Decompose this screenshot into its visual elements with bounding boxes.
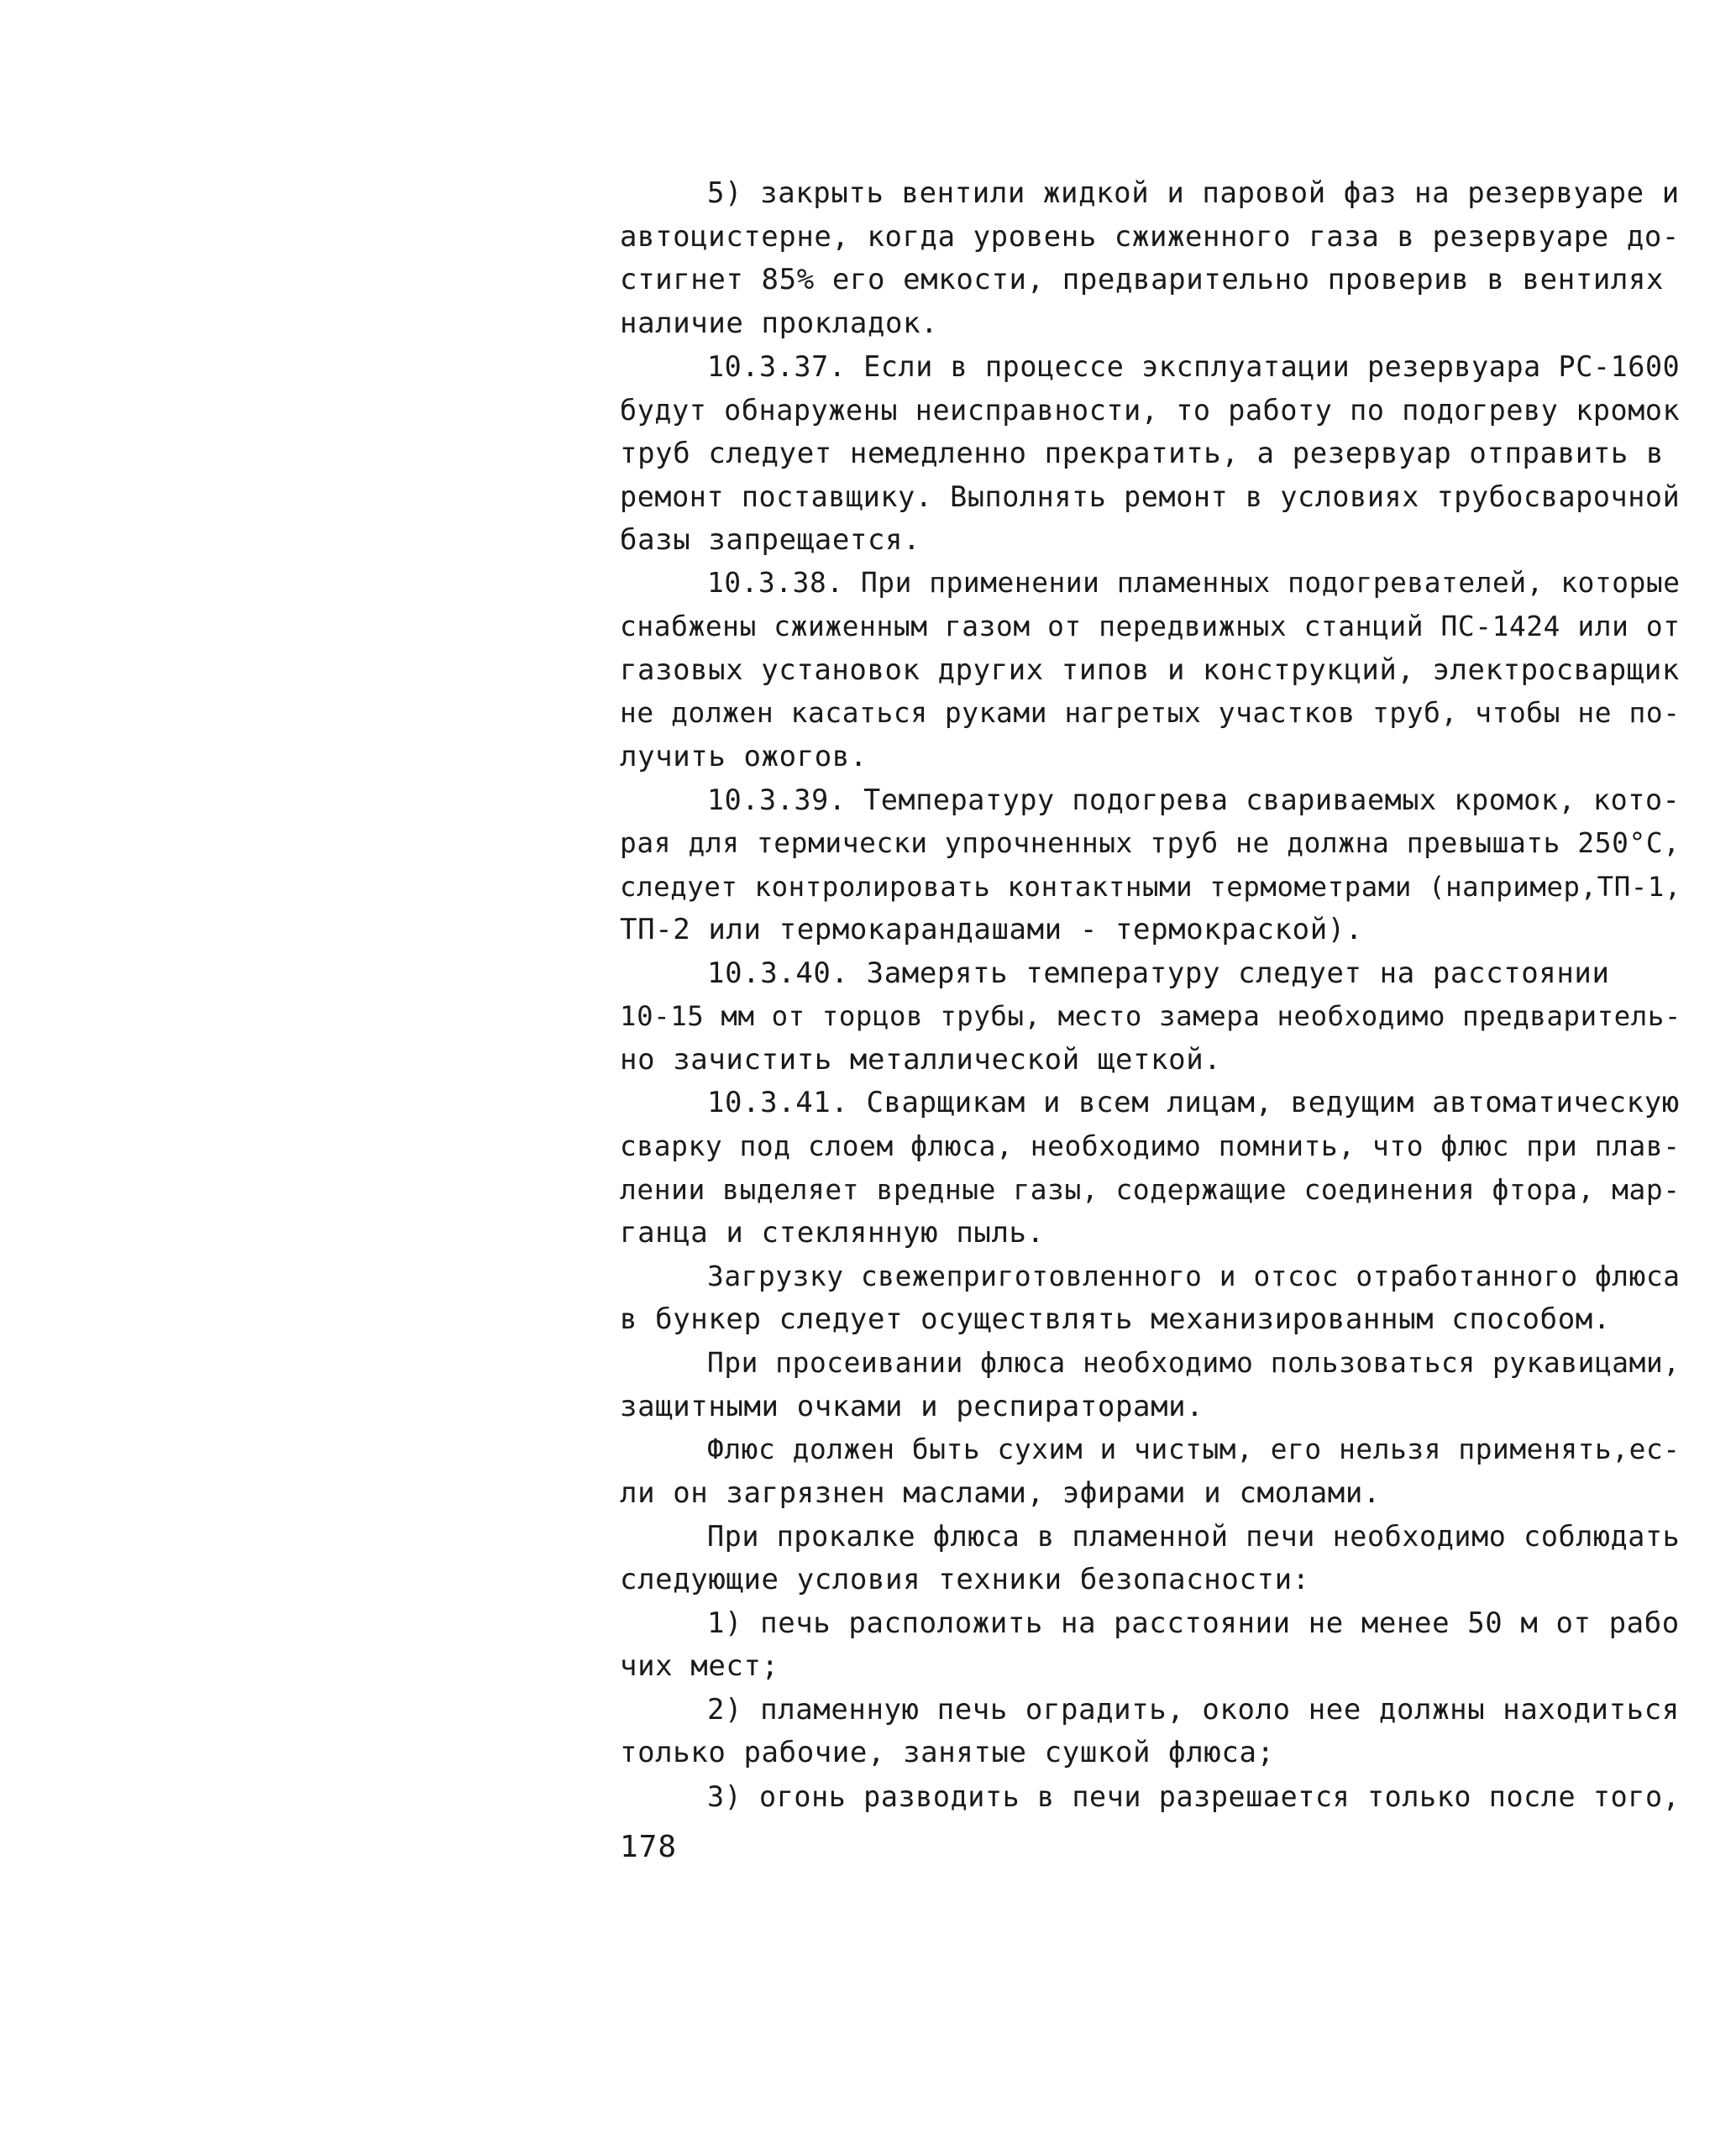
- text-line: ли он загрязнен маслами, эфирами и смолами.: [620, 1475, 1381, 1510]
- text-line: стигнет 85% его емкости, предварительно проверив в вентилях: [620, 263, 1665, 297]
- text-line: только рабочие, занятые сушкой флюса;: [620, 1736, 1275, 1770]
- text-line: 10.3.37. Если в процессе эксплуатации резервуара РС-1600: [707, 350, 1681, 384]
- text-line: 10-15 мм от торцов трубы, место замера необходимо предваритель-: [620, 1000, 1681, 1033]
- text-line: базы запрещается.: [620, 522, 921, 557]
- text-line: защитными очками и респираторами.: [620, 1389, 1204, 1423]
- body-text: [620, 172, 1680, 1819]
- text-line: сварку под слоем флюса, необходимо помнить, что флюс при плав-: [620, 1130, 1681, 1163]
- text-line: 3) огонь разводить в печи разрешается только после того,: [707, 1779, 1681, 1813]
- text-line: снабжены сжиженным газом от передвижных станций ПС-1424 или от: [620, 610, 1681, 642]
- page-number: 178: [620, 1830, 678, 1864]
- text-line: 10.3.40. Замерять температуру следует на расстоянии: [707, 956, 1610, 990]
- text-line: будут обнаружены неисправности, то работу по подогреву кромок: [620, 393, 1681, 427]
- text-line: не должен касаться руками нагретых участков труб, чтобы не по-: [620, 697, 1681, 730]
- text-line: При прокалке флюса в пламенной печи необходимо соблюдать: [707, 1520, 1681, 1554]
- text-line: При просеивании флюса необходимо пользоваться рукавицами,: [707, 1347, 1681, 1380]
- text-line: рая для термически упрочненных труб не должна превышать 250°С,: [620, 826, 1681, 859]
- text-line: газовых установок других типов и конструкций, электросварщик: [620, 652, 1680, 687]
- text-line: труб следует немедленно прекратить, а резервуар отправить в: [620, 436, 1665, 470]
- text-line: 10.3.38. При применении пламенных подогревателей, которые: [707, 567, 1681, 600]
- text-line: Флюс должен быть сухим и чистым, его нельзя применять,ес-: [707, 1433, 1681, 1466]
- text-line: ремонт поставщику. Выполнять ремонт в условиях трубосварочной: [620, 480, 1681, 514]
- text-line: 10.3.39. Температуру подогрева свариваемых кромок, кото-: [707, 783, 1681, 817]
- text-line: ганца и стеклянную пыль.: [620, 1216, 1045, 1250]
- text-line: автоцистерне, когда уровень сжиженного газа в резервуаре до-: [620, 219, 1680, 254]
- text-line: 2) пламенную печь оградить, около нее должны находиться: [707, 1692, 1680, 1727]
- text-line: наличие прокладок.: [620, 306, 939, 340]
- text-line: следует контролировать контактными термометрами (например,ТП-1,: [620, 870, 1681, 903]
- text-line: следующие условия техники безопасности:: [620, 1563, 1310, 1596]
- text-line: 10.3.41. Сварщикам и всем лицам, ведущим автоматическую: [707, 1086, 1680, 1120]
- text-line: ТП-2 или термокарандашами - термокраской).: [620, 913, 1363, 947]
- text-line: но зачистить металлической щеткой.: [620, 1042, 1222, 1077]
- text-line: в бункер следует осуществлять механизированным способом.: [620, 1302, 1611, 1337]
- text-line: 5) закрыть вентили жидкой и паровой фаз на резервуаре и: [707, 176, 1680, 210]
- text-line: Загрузку свежеприготовленного и отсос отработанного флюса: [707, 1260, 1681, 1292]
- text-line: лении выделяет вредные газы, содержащие соединения фтора, мар-: [620, 1173, 1681, 1206]
- text-line: 1) печь расположить на расстоянии не менее 50 м от рабо: [707, 1606, 1680, 1640]
- text-line: чих мест;: [620, 1649, 779, 1684]
- text-line: лучить ожогов.: [620, 739, 868, 773]
